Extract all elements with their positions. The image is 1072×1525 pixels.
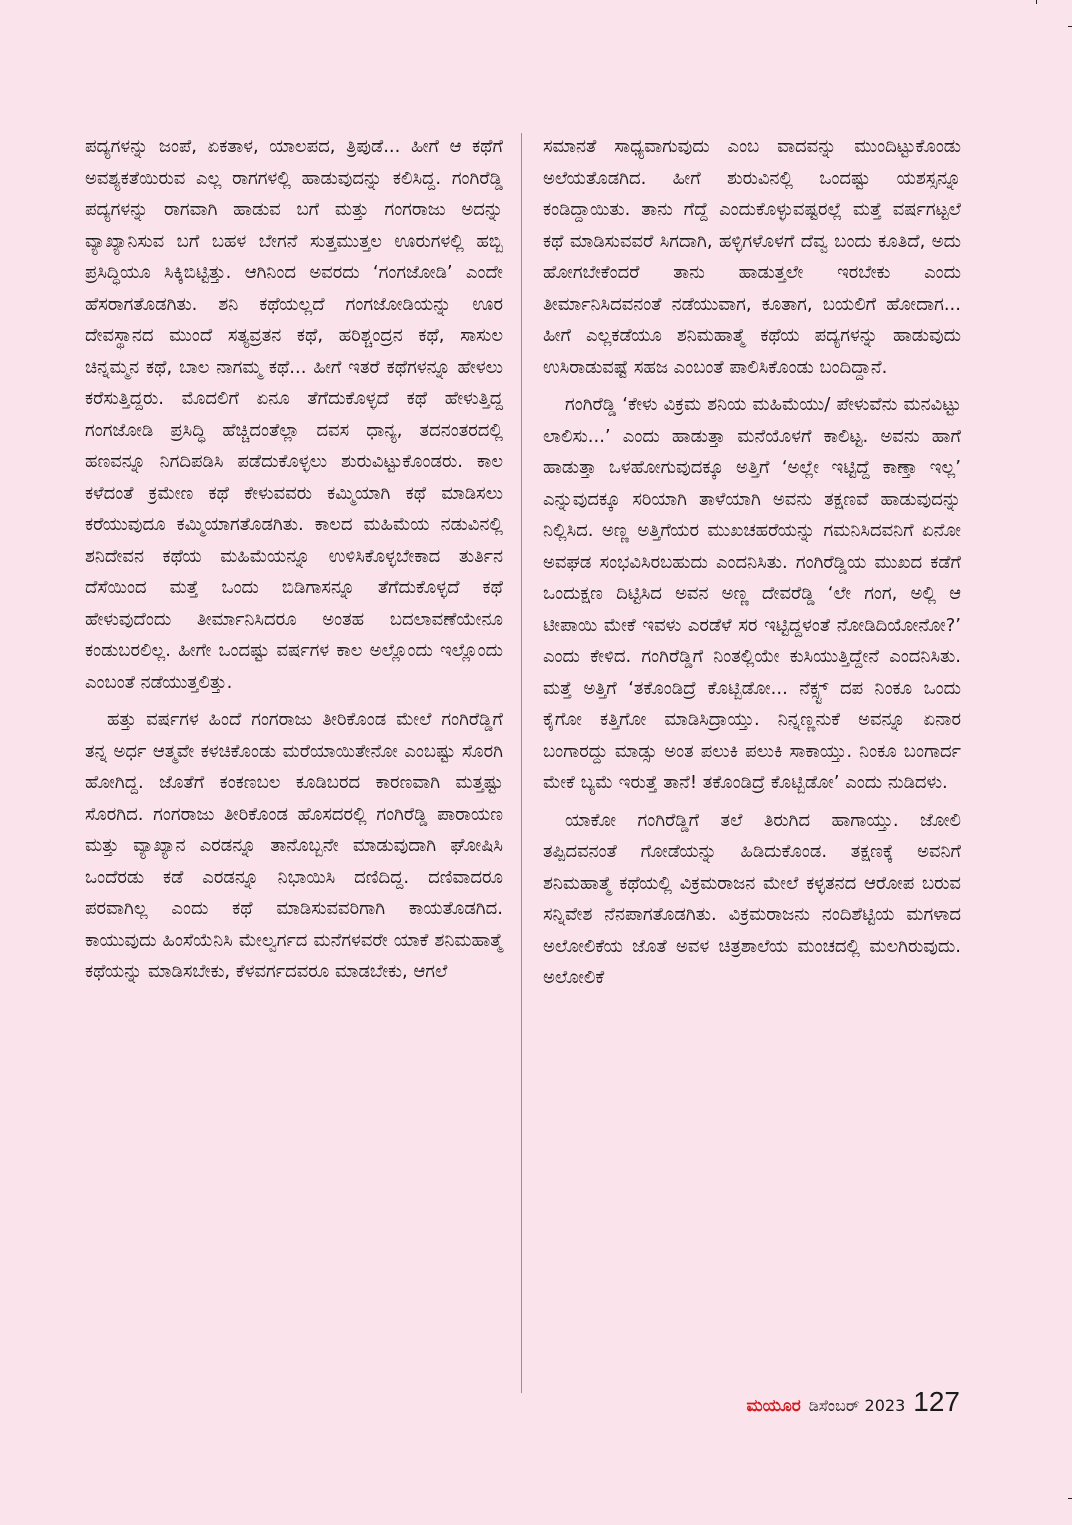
paragraph: ಯಾಕೋ ಗಂಗಿರೆಡ್ಡಿಗೆ ತಲೆ ತಿರುಗಿದ ಹಾಗಾಯ್ತು. ಜೋಲಿ ತಪ್ಪಿದವನಂತೆ ಗೋಡೆಯನ್ನು ಹಿಡಿದುಕೊಂಡ. ತಕ್ಷಣಕ್ಕೆ ಅವನಿಗೆ ಶನಿಮಹಾತ್ಮೆ ಕಥೆಯಲ್ಲಿ ವಿಕ್ರಮರಾಜನ ಮೇಲೆ ಕಳ್ಳತನದ ಆರೋಪ ಬರುವ ಸನ್ನಿವೇಶ ನೆನಪಾಗತೊಡಗಿತು. ವಿಕ್ರಮರಾಜನು ನಂದಿಶೆಟ್ಟಿಯ ಮಗಳಾದ ಅಲೋಲಿಕೆಯ ಜೊತೆ ಅವಳ ಚಿತ್ರಶಾಲೆಯ ಮಂಚದಲ್ಲಿ ಮಲಗಿರುವುದು. ಅಲೋಲಿಕೆ bbox=[543, 809, 961, 988]
crop-mark bbox=[1068, 26, 1072, 27]
right-column bbox=[543, 131, 961, 994]
column-divider bbox=[521, 133, 522, 1393]
page-number: 127 bbox=[913, 1386, 960, 1417]
paragraph: ಪದ್ಯಗಳನ್ನು ಜಂಪೆ, ಏಕತಾಳ, ಯಾಲಪದ, ತ್ರಿಪುಡೆ... ಹೀಗೆ ಆ ಕಥೆಗೆ ಅವಶ್ಯಕತೆಯಿರುವ ಎಲ್ಲ ರಾಗಗಳಲ್ಲಿ ಹಾಡುವುದನ್ನು ಕಲಿಸಿದ್ದ. ಗಂಗಿರೆಡ್ಡಿ ಪದ್ಯಗಳನ್ನು ರಾಗವಾಗಿ ಹಾಡುವ ಬಗೆ ಮತ್ತು ಗಂಗರಾಜು ಅದನ್ನು ವ್ಯಾಖ್ಯಾನಿಸುವ ಬಗೆ ಬಹಳ ಬೇಗನೆ ಸುತ್ತಮುತ್ತಲ ಊರುಗಳಲ್ಲಿ ಹಬ್ಬಿ ಪ್ರಸಿದ್ಧಿಯೂ ಸಿಕ್ಕಿಬಿಟ್ಟಿತ್ತು. ಆಗಿನಿಂದ ಅವರದು ‘ಗಂಗಜೋಡಿ’ ಎಂದೇ ಹೆಸರಾಗತೊಡಗಿತು. ಶನಿ ಕಥೆಯಲ್ಲದೆ ಗಂಗಜೋಡಿಯನ್ನು ಊರ ದೇವಸ್ಥಾನದ ಮುಂದೆ ಸತ್ಯವ್ರತನ ಕಥೆ, ಹರಿಶ್ಚಂದ್ರನ ಕಥೆ, ಸಾಸುಲ ಚಿನ್ನಮ್ಮನ ಕಥೆ, ಬಾಲ ನಾಗಮ್ಮ ಕಥೆ... ಹೀಗೆ ಇತರೆ ಕಥೆಗಳನ್ನೂ ಹೇಳಲು ಕರೆಸುತ್ತಿದ್ದರು. ಮೊದಲಿಗೆ ಏನೂ ತೆಗೆದುಕೊಳ್ಳದೆ ಕಥೆ ಹೇಳುತ್ತಿದ್ದ ಗಂಗಜೋಡಿ ಪ್ರಸಿದ್ಧಿ ಹೆಚ್ಚಿದಂತೆಲ್ಲಾ ದವಸ ಧಾನ್ಯ, ತದನಂತರದಲ್ಲಿ ಹಣವನ್ನೂ ನಿಗದಿಪಡಿಸಿ ಪಡೆದುಕೊಳ್ಳಲು ಶುರುವಿಟ್ಟುಕೊಂಡರು. ಕಾಲ ಕಳೆದಂತೆ ಕ್ರಮೇಣ ಕಥೆ ಕೇಳುವವರು ಕಮ್ಮಿಯಾಗಿ ಕಥೆ ಮಾಡಿಸಲು ಕರೆಯುವುದೂ ಕಮ್ಮಿಯಾಗತೊಡಗಿತು. ಕಾಲದ ಮಹಿಮೆಯ ನಡುವಿನಲ್ಲಿ ಶನಿದೇವನ ಕಥೆಯ ಮಹಿಮೆಯನ್ನೂ ಉಳಿಸಿಕೊಳ್ಳಬೇಕಾದ ತುರ್ತಿನ ದೆಸೆಯಿಂದ ಮತ್ತೆ ಒಂದು ಬಿಡಿಗಾಸನ್ನೂ ತೆಗೆದುಕೊಳ್ಳದೆ ಕಥೆ ಹೇಳುವುದೆಂದು ತೀರ್ಮಾನಿಸಿದರೂ ಅಂತಹ ಬದಲಾವಣೆಯೇನೂ ಕಂಡುಬರಲಿಲ್ಲ. ಹೀಗೇ ಒಂದಷ್ಟು ವರ್ಷಗಳ ಕಾಲ ಅಲ್ಲೊಂದು ಇಲ್ಲೊಂದು ಎಂಬಂತೆ ನಡೆಯುತ್ತಲಿತ್ತು. bbox=[85, 136, 503, 693]
page-footer bbox=[746, 1386, 960, 1418]
paragraph: ಹತ್ತು ವರ್ಷಗಳ ಹಿಂದೆ ಗಂಗರಾಜು ತೀರಿಕೊಂಡ ಮೇಲೆ ಗಂಗಿರೆಡ್ಡಿಗೆ ತನ್ನ ಅರ್ಧ ಆತ್ಮವೇ ಕಳಚಿಕೊಂಡು ಮರೆಯಾಯಿತೇನೋ ಎಂಬಷ್ಟು ಸೊರಗಿ ಹೋಗಿದ್ದ. ಜೊತೆಗೆ ಕಂಕಣಬಲ ಕೂಡಿಬರದ ಕಾರಣವಾಗಿ ಮತ್ತಷ್ಟು ಸೊರಗಿದ. ಗಂಗರಾಜು ತೀರಿಕೊಂಡ ಹೊಸದರಲ್ಲಿ ಗಂಗಿರೆಡ್ಡಿ ಪಾರಾಯಣ ಮತ್ತು ವ್ಯಾಖ್ಯಾನ ಎರಡನ್ನೂ ತಾನೊಬ್ಬನೇ ಮಾಡುವುದಾಗಿ ಘೋಷಿಸಿ ಒಂದೆರಡು ಕಡೆ ಎರಡನ್ನೂ ನಿಭಾಯಿಸಿ ದಣಿದಿದ್ದ. ದಣಿವಾದರೂ ಪರವಾಗಿಲ್ಲ ಎಂದು ಕಥೆ ಮಾಡಿಸುವವರಿಗಾಗಿ ಕಾಯತೊಡಗಿದ. ಕಾಯುವುದು ಹಿಂಸೆಯೆನಿಸಿ ಮೇಲ್ವರ್ಗದ ಮನೆಗಳವರೇ ಯಾಕೆ ಶನಿಮಹಾತ್ಮೆ ಕಥೆಯನ್ನು ಮಾಡಿಸಬೇಕು, ಕೆಳವರ್ಗದವರೂ ಮಾಡಬೇಕು, ಆಗಲೆ bbox=[85, 709, 503, 982]
paragraph: ಸಮಾನತೆ ಸಾಧ್ಯವಾಗುವುದು ಎಂಬ ವಾದವನ್ನು ಮುಂದಿಟ್ಟುಕೊಂಡು ಅಲೆಯತೊಡಗಿದ. ಹೀಗೆ ಶುರುವಿನಲ್ಲಿ ಒಂದಷ್ಟು ಯಶಸ್ಸನ್ನೂ ಕಂಡಿದ್ದಾಯಿತು. ತಾನು ಗೆದ್ದೆ ಎಂದುಕೊಳ್ಳುವಷ್ಟರಲ್ಲೆ ಮತ್ತೆ ವರ್ಷಗಟ್ಟಲೆ ಕಥೆ ಮಾಡಿಸುವವರೆ ಸಿಗದಾಗಿ, ಹಳ್ಳಿಗಳೊಳಗೆ ದೆವ್ವ ಬಂದು ಕೂತಿದೆ, ಅದು ಹೋಗಬೇಕೆಂದರೆ ತಾನು ಹಾಡುತ್ತಲೇ ಇರಬೇಕು ಎಂದು ತೀರ್ಮಾನಿಸಿದವನಂತೆ ನಡೆಯುವಾಗ, ಕೂತಾಗ, ಬಯಲಿಗೆ ಹೋದಾಗ... ಹೀಗೆ ಎಲ್ಲಕಡೆಯೂ ಶನಿಮಹಾತ್ಮೆ ಕಥೆಯ ಪದ್ಯಗಳನ್ನು ಹಾಡುವುದು ಉಸಿರಾಡುವಷ್ಟೆ ಸಹಜ ಎಂಬಂತೆ ಪಾಲಿಸಿಕೊಂಡು ಬಂದಿದ್ದಾನೆ. bbox=[543, 136, 961, 378]
magazine-logo: ಮಯೂರ bbox=[746, 1396, 801, 1416]
left-column bbox=[85, 131, 503, 988]
issue-date: ಡಿಸೆಂಬರ್ 2023 bbox=[808, 1396, 906, 1415]
paragraph: ಗಂಗಿರೆಡ್ಡಿ ‘ಕೇಳು ವಿಕ್ರಮ ಶನಿಯ ಮಹಿಮೆಯು/ ಪೇಳುವೆನು ಮನವಿಟ್ಟು ಲಾಲಿಸು...’ ಎಂದು ಹಾಡುತ್ತಾ ಮನೆಯೊಳಗೆ ಕಾಲಿಟ್ಟ. ಅವನು ಹಾಗೆ ಹಾಡುತ್ತಾ ಒಳಹೋಗುವುದಕ್ಕೂ ಅತ್ತಿಗೆ ‘ಅಲ್ಲೇ ಇಟ್ಟಿದ್ದೆ ಕಾಣ್ತಾ ಇಲ್ಲ’ ಎನ್ನುವುದಕ್ಕೂ ಸರಿಯಾಗಿ ತಾಳೆಯಾಗಿ ಅವನು ತಕ್ಷಣವೆ ಹಾಡುವುದನ್ನು ನಿಲ್ಲಿಸಿದ. ಅಣ್ಣ ಅತ್ತಿಗೆಯರ ಮುಖಚಹರೆಯನ್ನು ಗಮನಿಸಿದವನಿಗೆ ಏನೋ ಅವಘಡ ಸಂಭವಿಸಿರಬಹುದು ಎಂದನಿಸಿತು. ಗಂಗಿರೆಡ್ಡಿಯ ಮುಖದ ಕಡೆಗೆ ಒಂದುಕ್ಷಣ ದಿಟ್ಟಿಸಿದ ಅವನ ಅಣ್ಣ ದೇವರೆಡ್ಡಿ ‘ಲೇ ಗಂಗ, ಅಲ್ಲಿ ಆ ಟೀಪಾಯಿ ಮೇಕೆ ಇವಳು ಎರಡೆಳೆ ಸರ ಇಟ್ಟಿದ್ದಳಂತೆ ನೋಡಿದಿಯೋನೋ?’ ಎಂದು ಕೇಳಿದ. ಗಂಗಿರೆಡ್ಡಿಗೆ ನಿಂತಲ್ಲಿಯೇ ಕುಸಿಯುತ್ತಿದ್ದೇನೆ ಎಂದನಿಸಿತು. ಮತ್ತೆ ಅತ್ತಿಗೆ ‘ತಕೊಂಡಿದ್ರೆ ಕೊಟ್ಬಿಡೋ... ನೆಕ್ಸ್ಟ್ ದಪ ನಿಂಕೂ ಒಂದು ಕೈಗೋ ಕತ್ತಿಗೋ ಮಾಡಿಸಿದ್ರಾಯ್ತು. ನಿನ್ನಣ್ಣನುಕೆ ಅವನ್ನೂ ಏನಾರ ಬಂಗಾರದ್ದು ಮಾಡ್ಸು ಅಂತ ಪಲುಕಿ ಪಲುಕಿ ಸಾಕಾಯ್ತು. ನಿಂಕೂ ಬಂಗಾರ್ದ ಮೇಕೆ ಬ್ಯಮೆ ಇರುತ್ತೆ ತಾನೆ! ತಕೊಂಡಿದ್ರೆ ಕೊಟ್ಬಿಡೋ’ ಎಂದು ನುಡಿದಳು. bbox=[543, 394, 961, 793]
crop-mark bbox=[1068, 1498, 1072, 1499]
crop-mark bbox=[1036, 0, 1037, 4]
